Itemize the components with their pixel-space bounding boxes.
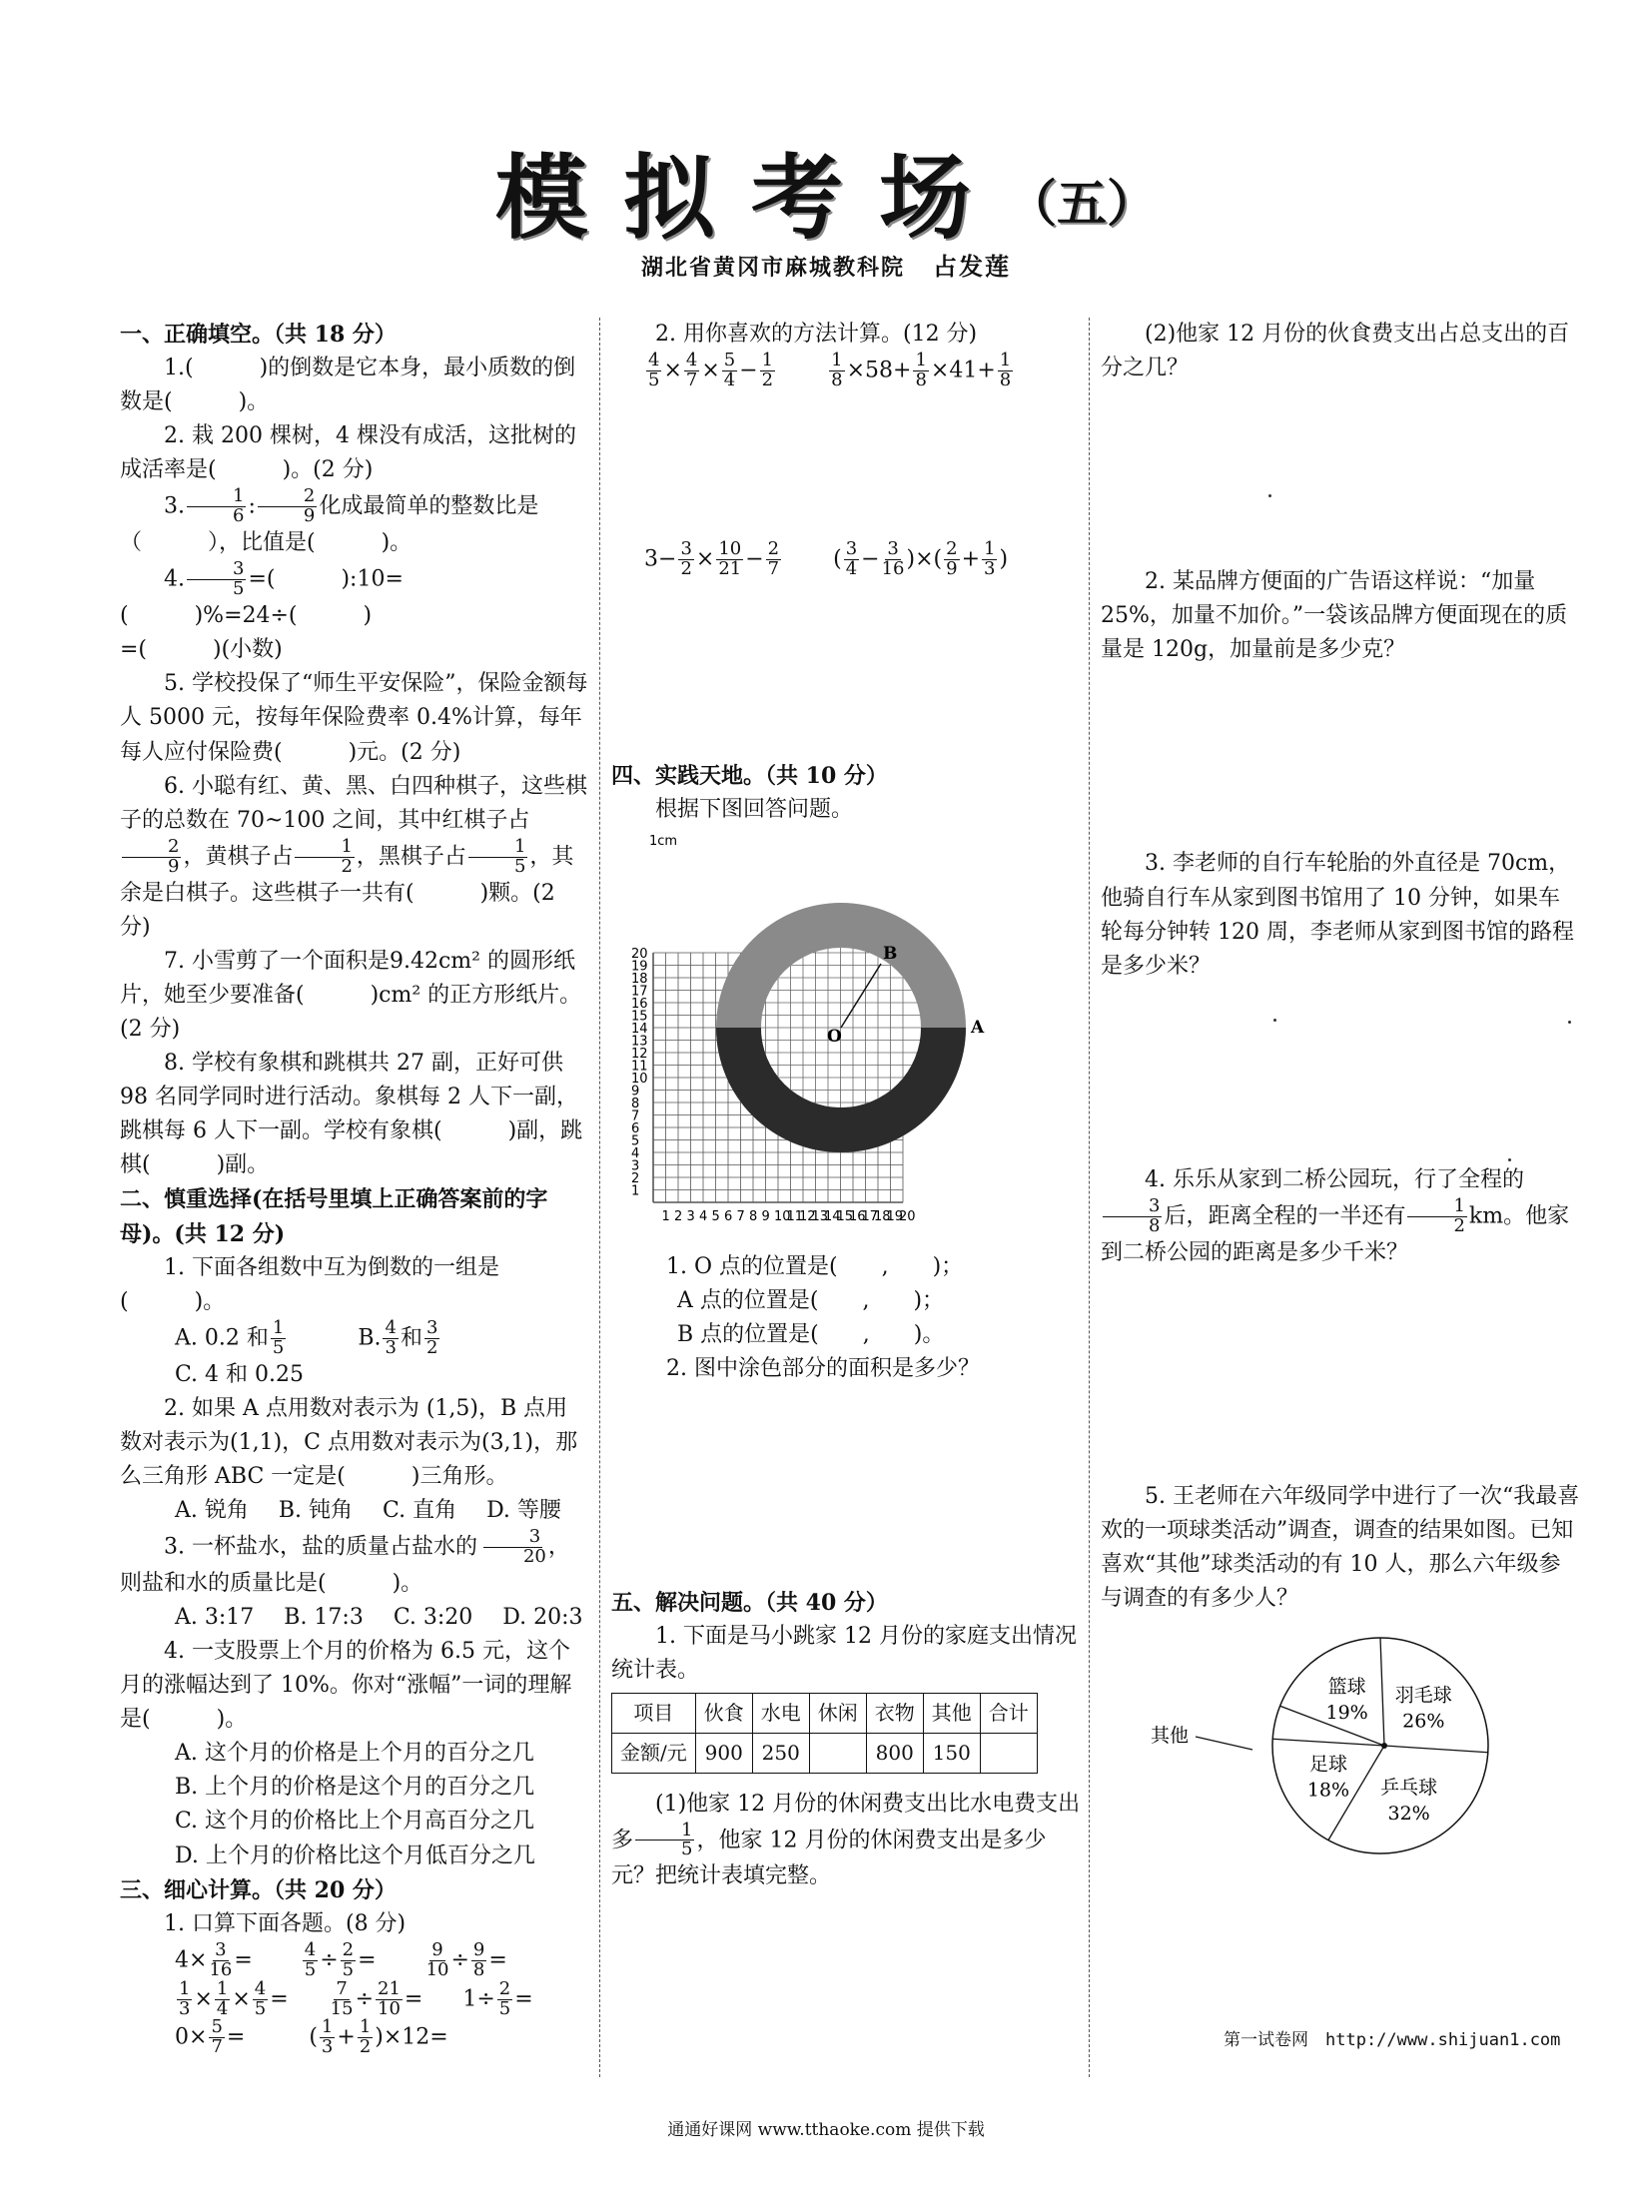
table-header-cell: 项目	[612, 1693, 696, 1733]
other-pointer-line	[1196, 1737, 1252, 1750]
question: B 点的位置是( , )。	[677, 1322, 945, 1348]
pie-slices	[1272, 1638, 1488, 1853]
y-tick-label: 15	[631, 1009, 648, 1025]
question: 3. $\frac{1}{6}$ : $\frac{2}{9}$ 化成最简单的整数比是（ ），比值是( )。	[120, 485, 539, 556]
scan-speck	[1268, 494, 1271, 497]
y-tick-label: 5	[631, 1133, 640, 1149]
table-row	[612, 1733, 1038, 1773]
options: A. 0.2 和 $\frac{1}{5}$ B. $\frac{4}{3}$ 和 $\frac{3}{2}$	[175, 1316, 438, 1358]
question: 6. 小聪有红、黄、黑、白四种棋子，这些棋子的总数在 70~100 之间，其中红棋子占 $\frac{2}{9}$ ，黄棋子占 $\frac{1}{2}$ ，黑棋子占 $\frac{1}{5}$ ，其余是白棋子。这些棋子一共有( )颗。(2 分)	[120, 773, 587, 940]
footer-site: 第一试卷网 http://www.shijuan1.com	[1224, 2030, 1561, 2050]
page-title: 模拟考场（五）	[494, 145, 1157, 252]
y-tick-label: 7	[631, 1108, 640, 1124]
x-tick-label: 19	[886, 1208, 904, 1224]
question: (1)他家 12 月份的休闲费支出比水电费支出多 $\frac{1}{5}$ ，他家 12 月份的休闲费支出是多少元？把统计表填完整。	[611, 1791, 1081, 1889]
y-tick-label: 12	[631, 1046, 648, 1062]
pie-slice-label: 乒乓球	[1380, 1777, 1438, 1800]
y-tick-label: 2	[631, 1170, 640, 1186]
column-middle	[611, 318, 1081, 1893]
question: 2. 图中涂色部分的面积是多少？	[666, 1356, 980, 1382]
question: 5. 王老师在六年级同学中进行了一次“我最喜欢的一项球类活动”调查，调查的结果如图。已知喜欢“其他”球类活动的有 10 人，那么六年级参与调查的有多少人？	[1101, 1483, 1580, 1612]
y-tick-label: 13	[631, 1034, 648, 1050]
scan-speck	[1273, 1019, 1276, 1022]
pie-center	[1381, 1743, 1387, 1749]
coordinate-grid-figure	[621, 831, 1041, 1250]
pie-chart	[1101, 1626, 1540, 1865]
y-tick-label: 18	[631, 971, 648, 987]
question: 1.( )的倒数是它本身，最小质数的倒数是( )。	[120, 356, 576, 415]
table-header-cell: 其他	[923, 1693, 980, 1733]
options: A. 3:17 B. 17:3 C. 3:20 D. 20:3	[175, 1604, 583, 1630]
instruction: 根据下图回答问题。	[655, 796, 854, 822]
y-tick-label: 20	[631, 946, 648, 962]
expense-table	[611, 1693, 1038, 1774]
table-cell	[809, 1733, 866, 1773]
section-1-heading: 一、正确填空。（共 18 分）	[120, 322, 397, 348]
y-tick-label: 11	[631, 1059, 648, 1075]
section-2-heading: 二、慎重选择(在括号里填上正确答案前的字母)。(共 12 分)	[120, 1186, 548, 1247]
x-tick-label: 12	[799, 1208, 816, 1224]
y-tick-label: 1	[631, 1183, 640, 1199]
pie-slice-label: 篮球	[1327, 1676, 1366, 1699]
question: 1. 下面各组数中互为倒数的一组是( )。	[120, 1254, 499, 1314]
table-row	[612, 1693, 1038, 1733]
question-cont: =( )(小数)	[120, 637, 283, 663]
x-tick-label: 1	[661, 1208, 670, 1224]
column-divider	[1089, 318, 1090, 2077]
x-tick-label: 11	[786, 1208, 804, 1224]
column-divider	[599, 318, 600, 2077]
calc-row: $\frac{4}{5}$ × $\frac{4}{7}$ × $\frac{5}{4}$ − $\frac{1}{2}$ $\frac{1}{8}$ ×58+ $\frac{1}{8}$ ×41+ $\frac{1}{8}$	[648, 350, 1012, 390]
question: 3. 一杯盐水，盐的质量占盐水的 $\frac{3}{20}$ ，则盐和水的质量比是( )。	[120, 1526, 570, 1596]
option: C. 4 和 0.25	[175, 1361, 305, 1387]
y-tick-label: 16	[631, 996, 648, 1012]
question: 2. 用你喜欢的方法计算。(12 分)	[655, 322, 978, 347]
question: 2. 如果 A 点用数对表示为 (1,5)，B 点用数对表示为(1,1)，C 点用数对表示为(3,1)，那么三角形 ABC 一定是( )三角形。	[120, 1395, 578, 1489]
y-tick-label: 6	[631, 1120, 640, 1136]
oral-calc-row: 4× $\frac{3}{16}$ = $\frac{4}{5}$ ÷ $\frac{2}{5}$ = $\frac{9}{10}$ ÷ $\frac{9}{8}$ =	[175, 1938, 507, 1980]
table-cell	[980, 1733, 1037, 1773]
oral-calc-row: 0× $\frac{5}{7}$ = ( $\frac{1}{3}$ + $\frac{1}{2}$ )×12=	[175, 2016, 448, 2058]
section-5-heading: 五、解决问题。（共 40 分）	[611, 1590, 888, 1617]
question: 2. 某品牌方便面的广告语这样说：“加量 25%，加量不加价。”一袋该品牌方便面现在的质量是 120g，加量前是多少克？	[1101, 569, 1568, 663]
y-tick-label: 17	[631, 984, 648, 1000]
section-4-heading: 四、实践天地。（共 10 分）	[611, 762, 888, 789]
footer-download: 通通好课网 www.tthaoke.com 提供下载	[667, 2120, 985, 2140]
x-tick-label: 10	[774, 1208, 791, 1224]
pie-slice-value: 19%	[1325, 1702, 1368, 1725]
pie-slice-label: 羽毛球	[1394, 1684, 1452, 1707]
column-right	[1101, 318, 1580, 1865]
question: 1. O 点的位置是( , )；	[666, 1253, 964, 1279]
author-line: 湖北省黄冈市麻城教科院 占发莲	[640, 252, 1011, 281]
point-b-label: B	[883, 943, 898, 964]
pie-slice-value: 26%	[1402, 1710, 1445, 1733]
x-tick-label: 14	[824, 1208, 841, 1224]
option: A. 这个月的价格是上个月的百分之几	[175, 1741, 534, 1767]
question: 7. 小雪剪了一个面积是9.42cm² 的圆形纸片，她至少要准备( )cm² 的正方形纸片。(2 分)	[120, 948, 582, 1042]
question: (2)他家 12 月份的伙食费支出占总支出的百分之几？	[1101, 322, 1570, 381]
x-tick-label: 16	[849, 1208, 866, 1224]
question: 4. $\frac{3}{5}$ =( ):10=( )%=24÷( )	[120, 558, 404, 629]
x-tick-label: 5	[711, 1208, 720, 1224]
x-tick-label: 17	[861, 1208, 879, 1224]
table-cell: 150	[923, 1733, 980, 1773]
y-tick-label: 9	[631, 1084, 640, 1100]
point-a-label: A	[971, 1017, 985, 1038]
x-tick-label: 20	[899, 1208, 916, 1224]
y-tick-label: 3	[631, 1158, 640, 1174]
x-tick-label: 13	[811, 1208, 829, 1224]
scan-speck	[1508, 1158, 1511, 1161]
pie-label-other: 其他	[1151, 1725, 1190, 1748]
x-tick-label: 3	[686, 1208, 695, 1224]
table-header-cell: 合计	[980, 1693, 1037, 1733]
question: 2. 栽 200 棵树，4 棵没有成活，这批树的成活率是( )。(2 分)	[120, 423, 576, 483]
question: A 点的位置是( , )；	[677, 1287, 945, 1313]
x-tick-label: 7	[736, 1208, 745, 1224]
options: A. 锐角 B. 钝角 C. 直角 D. 等腰	[175, 1497, 561, 1523]
option: C. 这个月的价格比上个月高百分之几	[175, 1809, 535, 1835]
x-tick-label: 6	[724, 1208, 733, 1224]
x-tick-label: 4	[699, 1208, 708, 1224]
scan-speck	[1568, 1021, 1571, 1024]
pie-slice-label: 足球	[1308, 1753, 1347, 1776]
pie-slice-value: 32%	[1387, 1803, 1430, 1826]
section-3-heading: 三、细心计算。（共 20 分）	[120, 1876, 397, 1903]
column-left	[120, 318, 589, 2057]
y-tick-label: 8	[631, 1096, 640, 1111]
calc-row: 3− $\frac{3}{2}$ × $\frac{10}{21}$ − $\frac{2}{7}$ ( $\frac{3}{4}$ − $\frac{3}{16}$ )×( $\frac{2}{9}$ + $\frac{1}{3}$ )	[644, 537, 1009, 579]
question: 3. 李老师的自行车轮胎的外直径是 70cm，他骑自行车从家到图书馆用了 10 分钟，如果车轮每分钟转 120 周，李老师从家到图书馆的路程是多少米？	[1101, 851, 1574, 979]
x-tick-label: 18	[874, 1208, 891, 1224]
x-tick-label: 2	[674, 1208, 683, 1224]
question: 4. 一支股票上个月的价格为 6.5 元，这个月的涨幅达到了 10%。你对“涨幅”一词的理解是( )。	[120, 1639, 572, 1733]
table-header-cell: 休闲	[809, 1693, 866, 1733]
question: 8. 学校有象棋和跳棋共 27 副，正好可供 98 名同学同时进行活动。象棋每 2 人下一副，跳棋每 6 人下一副。学校有象棋( )副，跳棋( )副。	[120, 1051, 583, 1178]
question: 5. 学校投保了“师生平安保险”，保险金额每人 5000 元，按每年保险费率 0.4%计算，每年每人应付保险费( )元。(2 分)	[120, 671, 588, 765]
y-tick-label: 10	[631, 1071, 648, 1087]
y-tick-label: 14	[631, 1021, 648, 1037]
table-header-cell: 衣物	[866, 1693, 923, 1733]
oral-calc-row: $\frac{1}{3}$ × $\frac{1}{4}$ × $\frac{4}{5}$ = $\frac{7}{15}$ ÷ $\frac{21}{10}$ = 1÷ $\frac{2}{5}$ =	[179, 1977, 533, 2019]
x-tick-label: 9	[761, 1208, 770, 1224]
option: D. 上个月的价格比这个月低百分之几	[175, 1843, 535, 1868]
x-tick-label: 15	[836, 1208, 854, 1224]
table-cell: 250	[752, 1733, 809, 1773]
table-cell: 900	[695, 1733, 752, 1773]
x-tick-label: 8	[749, 1208, 758, 1224]
table-cell: 800	[866, 1733, 923, 1773]
y-tick-label: 19	[631, 959, 648, 975]
table-header-cell: 伙食	[695, 1693, 752, 1733]
unit-label: 1cm	[649, 833, 678, 849]
table-header-cell: 水电	[752, 1693, 809, 1733]
question: 1. 口算下面各题。(8 分)	[164, 1910, 407, 1936]
y-tick-label: 4	[631, 1145, 640, 1161]
table-row-label: 金额/元	[612, 1733, 696, 1773]
question: 1. 下面是马小跳家 12 月份的家庭支出情况统计表。	[611, 1624, 1077, 1684]
pie-slice-value: 18%	[1306, 1779, 1350, 1802]
point-o-label: O	[827, 1026, 842, 1047]
question: 4. 乐乐从家到二桥公园玩，行了全程的 $\frac{3}{8}$ 后，距离全程的一半还有 $\frac{1}{2}$ km。他家到二桥公园的距离是多少千米？	[1101, 1166, 1570, 1265]
option: B. 上个月的价格是这个月的百分之几	[175, 1775, 535, 1801]
